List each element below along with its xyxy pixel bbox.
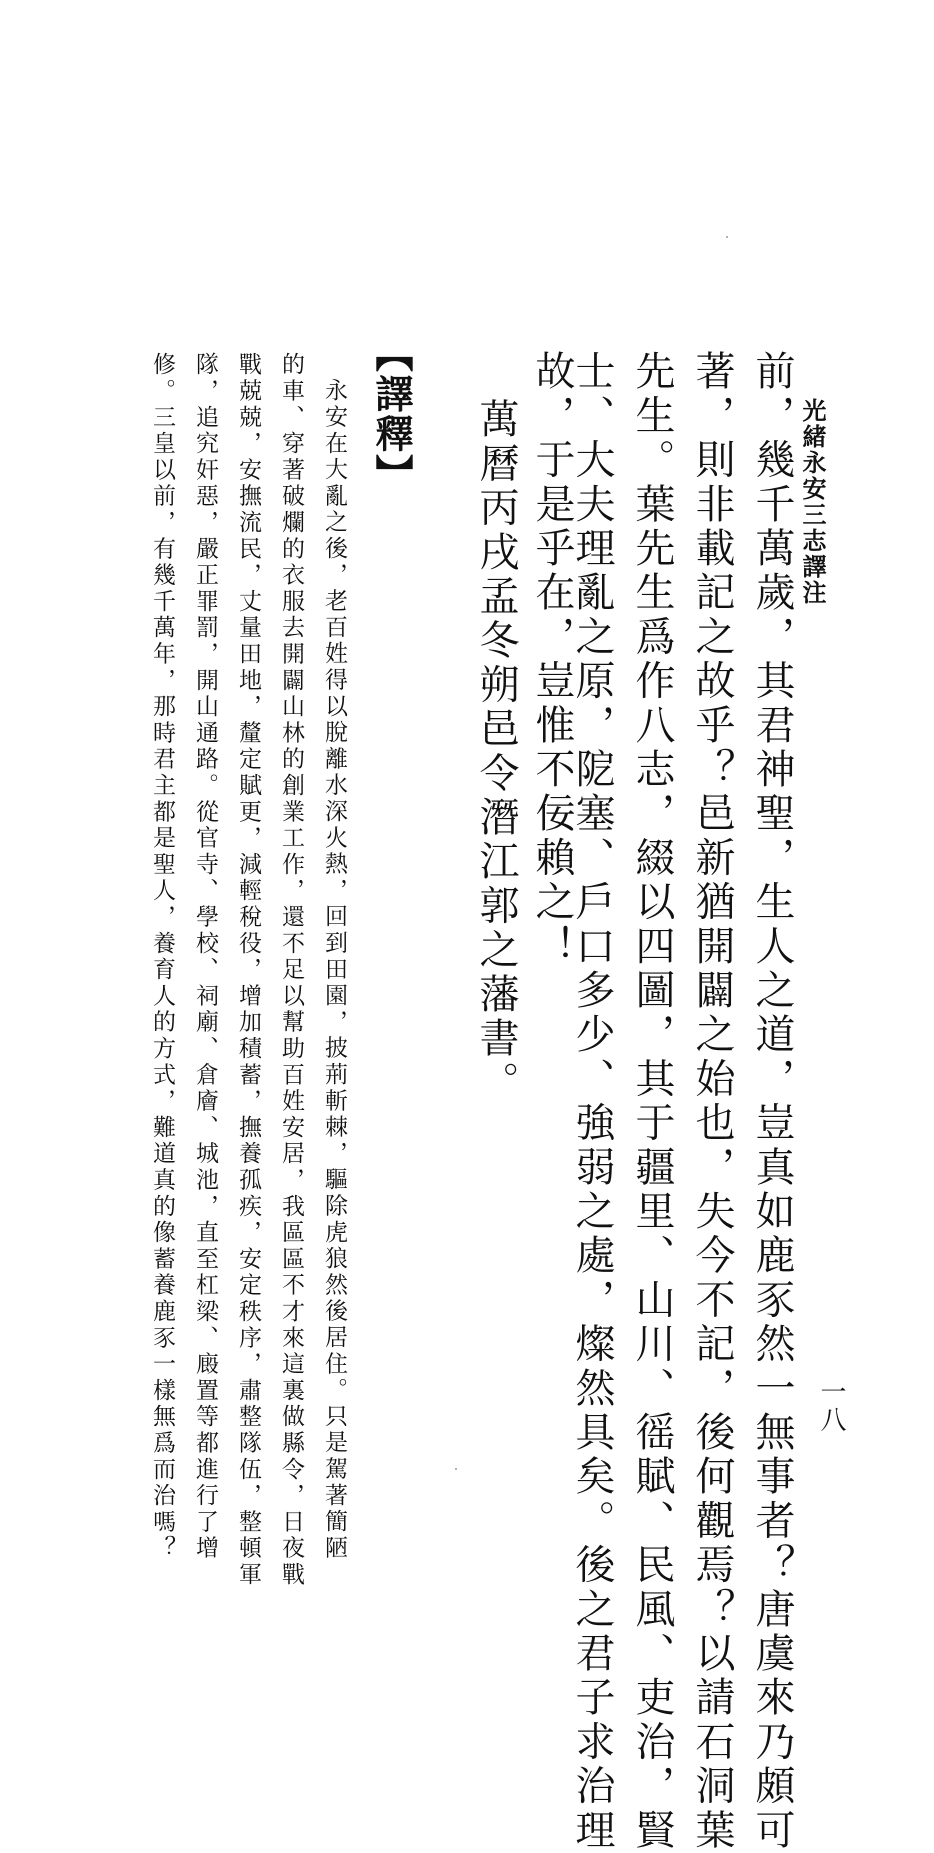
page-number: 一八 bbox=[816, 1378, 846, 1434]
original-text-column: 士、大夫理亂之原，阸塞、戶口多少、強弱之處，燦然具矣。後之君子求治理 bbox=[569, 350, 615, 1853]
signature-line: 萬曆丙戌孟冬朔邑令潛江郭之藩書。 bbox=[473, 398, 519, 1106]
running-title: 光緒永安三志譯注 bbox=[798, 398, 827, 606]
original-text-column: 前，幾千萬歲，其君神聖，生人之道，豈真如鹿豕然一無事者？唐虞來乃頗可 bbox=[749, 350, 795, 1853]
original-text-column: 著，則非載記之故乎？邑新猶開闢之始也，失今不記，後何觀焉？以請石洞葉 bbox=[689, 350, 735, 1853]
scan-speck bbox=[726, 236, 728, 238]
scan-speck bbox=[455, 1468, 457, 1470]
translation-column: 戰兢兢，安撫流民，丈量田地，釐定賦更，減輕稅役，增加積蓄，撫養孤疾，安定秩序，肅整隊伍，整頓軍 bbox=[235, 352, 261, 1589]
translation-column: 修。三皇以前，有幾千萬年，那時君主都是聖人，養育人的方式，難道真的像蓄養鹿豕一樣無爲而治嗎？ bbox=[149, 352, 175, 1562]
translation-column: 永安在大亂之後，老百姓得以脫離水深火熱，回到田園，披荊斬棘，驅除虎狼然後居住。只是駕著簡陋 bbox=[321, 378, 347, 1562]
original-text-column: 先生。葉先生爲作八志，綴以四圖，其于疆里、山川、徭賦、民風、吏治，賢 bbox=[629, 350, 675, 1853]
translation-heading: 【譯釋】 bbox=[369, 334, 414, 494]
translation-column: 的車、穿著破爛的衣服去開闢山林的創業工作，還不足以幫助百姓安居，我區區不才來這裏做縣令，日夜戰 bbox=[278, 352, 304, 1589]
translation-column: 隊，追究奸惡，嚴正罪罰，開山通路。從官寺、學校、祠廟、倉廥、城池，直至杠梁、廄置等都進行了增 bbox=[192, 352, 218, 1562]
original-text-column: 故，于是乎在，豈惟不佞賴之！ bbox=[529, 350, 575, 969]
